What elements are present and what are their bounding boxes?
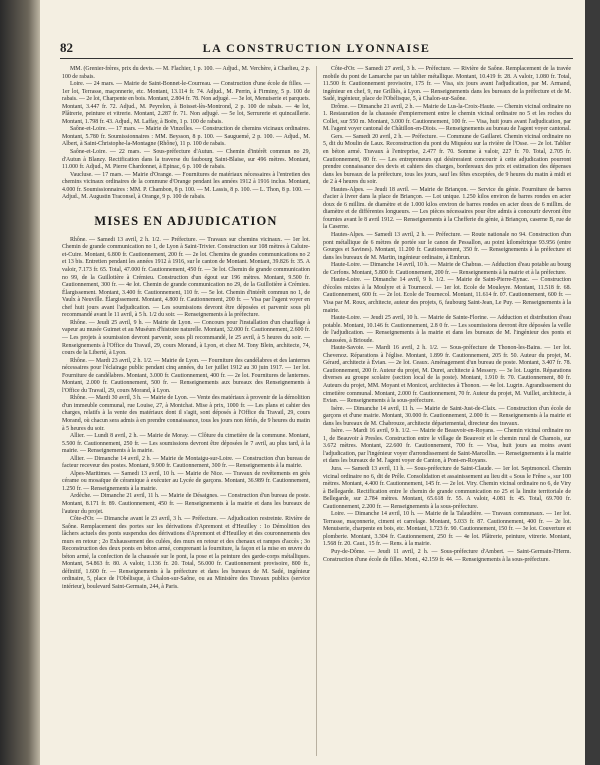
entry: Loire. — Dimanche 14 avril, 10 h. — Mairie de la Talaudière. — Travaux communaux. — 1er lot. Terrasse, maçonnerie, ciment et carrelage. Montant, 5.033 fr. 87. Cautionnement, 400 fr. — 2e lot. Menuiserie, charpente en bois, etc. Montant, 1.723 fr. 90. Cautionnement, 150 fr. — 3e lot. Couverture et plomberie. Montant, 3.304 fr. Cautionnement, 250 fr. — 4e lot. Plâtrerie, peinture, vitrerie. Montant, 1.568 fr. 20. Caut., 15 fr. — Rens. à la mairie. — [323, 511, 572, 548]
left-main-entries — [62, 237, 310, 592]
entry: Alpes-Maritimes. — Samedi 13 avril, 10 h. — Mairie de Nice. — Travaux de revêtements en grès cérame ou mosaïque de céramique à exécuter au Lycée de garçons. Montant, 36.989 fr. Cautionnement, 1.250 fr. — Renseignements à la mairie. — [62, 470, 310, 492]
entry: Haute-Loire. — Dimanche 14 avril, 10 h. — Mairie de Chabras. — Adduction d'eau potable au bourg de Cerfons. Montant, 5.800 fr. Cautionnement, 200 fr. — Renseignements à la mairie et à la préfecture. — [323, 262, 571, 276]
column-divider — [316, 66, 317, 756]
entry: Isère. — Dimanche 14 avril, 11 h. — Mairie de Saint-Just-de-Claix. — Construction d'un école de garçons et d'une mairie. Montant, 30.000 fr. Cautionnement, 2.000 fr. — Renseignements à la mairie et dans les bureaux de M. Chabrouze, architecte départemental, directeur des travaux. — [323, 405, 571, 427]
entry: Allier. — Dimanche 14 avril, 2 h. — Mairie de Montaigu-sur-Loire. — Construction d'un bureau de facteur receveur des postes. Montant, 9.900 fr. Cautionnement, 300 fr. — Renseignements à la mairie. — [62, 455, 310, 470]
entry: Saône-et-Loire. — 17 mars. — Mairie de Vinzelles. — Construction de chemins vicinaux ordinaires. Montant, 5.780 fr. Soumissionnaires : MM. Beysson, 8 p. 100. — Sauguemé, 2 p. 100. — Adjud., M. Albert, à Saint-Christophe-la-Montagne (Rhône), 11 p. 100 de rabais. — [62, 126, 310, 148]
entry: Isère. — Mardi 16 avril, 9 h. 1/2. — Mairie de Beauvoir-en-Royans. — Chemin vicinal ordinaire no 1, de Beauvoir à Presles. Construction entre le village de Beauvoir et le chemin rural de Chamois, sur 3.672 mètres. Montant, 22.600 fr. Cautionnement, 700 fr. — Visa, huit jours au moins avant l'adjudication, par l'ingénieur voyer d'arrondissement de Saint-Marcellin. — Renseignements à la mairie et dans les bureaux de M. l'agent voyer de Canton, à Pont-en-Royans. — [323, 428, 571, 465]
entry: Loire. — 24 mars. — Mairie de Saint-Bonnet-le-Courreau. — Construction d'une école de filles. — 1er lot, Terrasse, maçonnerie, etc. Montant, 13.114 fr. 74. Adjud., M. Perrin, à Firminy, 5 p. 100 de rabais. — 2e lot, Charpente en bois. Montant, 2.804 fr. 78. Non adjugé. — 3e lot, Menuiserie et parquets. Montant, 3.447 fr. 72. Adjud., M. Peyrelon, à Boisset-lès-Montrond, 2 p. 100 de rabais. — 4e lot, Plâtrerie, peinture et vitrerie. Montant, 2.287 fr. 71. Non adjugé. — 5e lot, Serrurerie et quincaillerie. Montant, 1.798 fr. 43. Adjud., M. Laffay, à Boën, 1 p. 100 de rabais. — [62, 81, 311, 125]
entry: Rhône. — Jeudi 25 avril, 9 h. — Mairie de Lyon. — Concours pour l'installation d'un chauffage à vapeur au musée Guimet et au Muséum d'histoire naturelle. Montant, 32.000 fr. Cautionnement, 2.600 fr. — Les projets à soumission devront parvenir, sous pli recommandé, le 25 avril, à 5 heures du soir. — Renseignements à l'Office du Travail, 29, cours Morand, à Lyon, et chez M. Tony Blein, architecte, 74, cours de la Liberté, à Lyon. — [62, 319, 310, 357]
journal-page — [40, 0, 585, 765]
entry: Gers. — Samedi 20 avril, 2 h. — Préfecture. — Commune de Gaillaret. Chemin vicinal ordinaire no 5, dit du Moulin de Laux. Reconstruction du pont du Miquéou sur la rivière de l'Osse. — 2e lot. Tablier en béton armé. Travaux à l'entreprise, 2.477 fr. 70. Somme à valoir, 227 fr. 70. Total, 2.705 fr. Cautionnement, 80 fr. — Les entrepreneurs qui désireraient concourir à cette adjudication pourront prendre connaissance des devis et cahiers des charges, bordereaux des prix et estimation des dépenses dans les bureaux de la préfecture, tous les jours, sauf les fêtes exceptées, de 9 heures du matin à midi et de 2 à 4 heures du soir. — [323, 133, 571, 186]
entry: Haute-Loire. — Jeudi 25 avril, 10 h. — Mairie de Sainte-Florine. — Adduction et distribution d'eau potable. Montant, 10.146 fr. Cautionnement, 2.8 0 fr. — Les soumissions devront être déposées la veille de l'adjudication. — Renseignements à la mairie et dans les bureaux de M. l'ingénieur des ponts et chaussées, à Brioude. — [323, 315, 571, 344]
section-title: MISES EN ADJUDICATION — [94, 213, 278, 228]
entry: Côte-d'Or. — Dimanche avant le 23 avril, 3 h. — Préfecture. — Adjudication restreinte. Rivière de Saône. Remplacement des portes sur les dérivations d'Apremont et d'Heuilley : 1o Démolition des lâchers actuels des ponts suspendus des dérivations d'Apremont et d'Heuilley et des couronnements des murs en retour ; 2o Exhaussement des culées, des murs en retour et des chenaux et rampes d'accès ; 3o Reconstruction des deux ponts en béton armé, comprenant la fourniture, la façon et la mise en œuvre du béton armé, la confection de la chaussée sur le pont, la pose et la peinture des garde-corps métalliques. Montant, 54.863 fr. 80. A valoir, 1.136 fr. 20. Total, 56.000 fr. Cautionnement provisoire, 800 fr., définitif, 1.600 fr. — Renseignements à la préfecture et dans les bureaux de M. Sadé, ingénieur ordinaire, 5, place de l'Obélisque, à Chalon-sur-Saône, ou au Ministère des Travaux publics (service intérieur), boulevard Saint-Germain, 244, à Paris. — [62, 516, 310, 590]
entry: Jura. — Samedi 13 avril, 11 h. — Sous-préfecture de Saint-Claude. — 1er lot. Septmoncel. Chemin vicinal ordinaire no 6, dit de Prêle. Consolidation et assainissement au lieu dit « Sous le Frêne », sur 100 mètres. Montant, 4.400 fr. Cautionnement, 145 fr. — 2e lot. Viry. Chemin vicinal ordinaire no 6, de Viry à Bellegarde. Rectification entre le chemin de grande communication no 25 et la limite territoriale de Bellegarde, sur 2.784 mètres. Montant, 65.618 fr. 55. A valoir, 4.081 fr. 45. Total, 69.700 fr. Cautionnement, 2.200 fr. — Renseignements à la sous-préfecture. — [323, 465, 571, 510]
page-number: 82 — [60, 40, 73, 55]
entry: Haute-Loire. — Dimanche 14 avril, 9 h. 1/2. — Mairie de Saint-Pierre-Eynac. — Construction d'écoles mixtes à la Moulyre et à Tournecol. — 1er lot. Ecole de Mouleyre. Montant, 11.518 fr. 68. Cautionnement, 600 fr. — 2e lot. Ecole de Tournecol. Montant, 11.614 fr. 07. Cautionnement, 600 fr. — Visa par M. Roux, architecte, auteur des projets, 6, faubourg Saint-Jean, Le Puy. — Renseignements à la mairie. — [323, 277, 571, 314]
entry: Saône-et-Loire. — 22 mars. — Sous-préfecture d'Autun. — Chemin d'intérêt commun no 29, d'Autun à Blanzy. Rectification dans la traverse du faubourg Saint-Blaise, sur 496 mètres. Montant, 11.000 fr. Adjud., M. Pierre Chardonnet, à Epinac, 6 p. 100 de rabais. — [62, 149, 310, 171]
entry: MM. (Grenier-frères, prix du devis. — M. Flachier, 1 p. 100. — Adjud., M. Verchère, à Charlieu, 2 p. 100 de rabais. — [62, 66, 310, 80]
book-spine-shadow — [0, 0, 40, 765]
entry: Vaucluse. — 17 mars. — Mairie d'Orange. — Fournitures de matériaux nécessaires à l'entretien des chemins vicinaux ordinaires de la commune d'Orange pendant les années 1912 à 1916 inclus. Montant, 4.000 fr. Soumissionnaires : MM. P. Chambon, 8 p. 100. — M. Lassis, 8 p. 100. — L. Thon, 8 p. 100. — Adjud., M. Augustin Traconsel, à Orange, 9 p. 100 de rabais. — [62, 171, 310, 201]
left-column — [62, 66, 310, 592]
entry: Allier. — Lundi 8 avril, 2 h. — Mairie de Moray. — Clôture du cimetière de la commune. Montant, 5.500 fr. Cautionnement, 250 fr. — Les soumissions devront être déposées le 7 avril, au plus tard, à la mairie. — Renseignements à la mairie. — [62, 433, 310, 455]
entry: Drôme. — Dimanche 21 avril, 2 h. — Mairie de Lus-la-Croix-Haute. — Chemin vicinal ordinaire no 1. Restauration de la chaussée d'empierrement entre le chemin vicinal ordinaire no 5 et les roches du Collet, sur 550 m. Montant, 3.000 fr. Cautionnement, 100 fr. — Visa, huit jours avant l'adjudication, par M. l'agent voyer cantonal de Châtillon-en-Diois. — Renseignements au bureau de l'agent voyer cantonal. — [323, 103, 571, 133]
right-column — [323, 66, 571, 564]
entry: Hautes-Alpes. — Jeudi 18 avril. — Mairie de Briançon. — Service du génie. Fourniture de barres d'acier à livrer dans la place de Briançon. — Lot unique. 1.250 kilos environ de barres rondes en acier doux de 6 millim. de diamètre et de 1.000 kilos environ de barres rondes en acier doux de 6 millim. de diamètre et de différentes longueurs. — Les pièces nécessaires pour être admis à concourir devront être fournies avant le 8 avril 1912. — Renseignements à la Chefferie du génie, à Briançon, caserne B, rue de la Caserne. — [323, 186, 571, 231]
journal-title: LA CONSTRUCTION LYONNAISE — [202, 40, 431, 55]
entry: Ardèche. — Dimanche 21 avril, 11 h. — Mairie de Désaignes. — Construction d'un bureau de poste. Montant, 8.171 fr. 89. Cautionnement, 450 fr. — Renseignements à la mairie et dans les bureaux de l'auteur du projet. — [62, 493, 310, 515]
entry: Côte-d'Or. — Samedi 27 avril, 3 h. — Préfecture. — Rivière de Saône. Remplacement de la travée mobile du pont de Lamarche par un tablier métallique. Montant, 10.419 fr. 28. A valoir, 1.080 fr. Total, 11.500 fr. Cautionnement provisoire, 175 fr. — Visa, six jours avant l'adjudication, par M. Armand, ingénieur en chef, 9, rue Grilliès, à Lyon. — Renseignements dans les bureaux de la préfecture et de M. Sadé, ingénieur, place de l'Obélisque, 5, à Chalon-sur-Saône. — [323, 66, 571, 103]
entry: Rhône. — Samedi 13 avril, 2 h. 1/2. — Préfecture. — Travaux sur chemins vicinaux. — 1er lot. Chemin de grande communication no 1, de Lyon à Saint-Trivier. Construction sur 108 mètres à Caluire-et-Cuire. Montant, 6.800 fr. Cautionnement, 200 fr. — 2e lot. Chemins de grandes communications no 2 et 13 bis. Entretien pendant les années 1912 à 1916, sur le canton de Montant. Montant, 39.826 fr. 35. A valoir, 7.173 fr. 65. Total, 47.000 fr. Cautionnement, 450 fr. — 3e lot. Chemin de grande communication no 99, de la Guillotière à Crémieu. Construction d'un égout sur 196 mètres. Montant, 9.500 fr. Cautionnement, 300 fr. — 4e lot. Chemin de grande communication no 29, de la Guillotière à Crémieu. Élargissement. Montant, 3.400 fr. Cautionnement, 110 fr. — 5e lot. Chemin d'intérêt commun no 1, de Vaulx à Neuville. Élargissement. Montant, 4.800 fr. Cautionnement, 200 fr. — Visa par l'agent voyer en chef huit jours avant l'adjudication. — Les soumissions devront être déposées et parvenir sous pli recommandé avant le 11 avril, à 5 h. 1/2 du soir. — Renseignements à la préfecture. — [62, 236, 310, 319]
entry: Hautes-Alpes. — Samedi 13 avril, 2 h. — Préfecture. — Route nationale no 94. Construction d'un pont métallique de 6 mètres de portée sur le canon de Pessallon, au point kilométrique 93.956 (entre Gourges et Savines). Montant, 11.200 fr. Cautionnement, 350 fr. — Renseignements à la préfecture et dans les bureaux de M. Martin, ingénieur ordinaire, à Embrun. — [323, 232, 571, 261]
entry: Haute-Savoie. — Mardi 16 avril, 2 h. 1/2. — Sous-préfecture de Thonon-les-Bains. — 1er lot. Chevenoz. Réparations à l'église. Montant, 1.899 fr. Cautionnement, 205 fr. 50. Auteur du projet, M. Gérard, architecte à Évian. — 2e lot. Ceaux. Aménagement d'un bureau de poste. Montant, 3.407 fr. 78. Cautionnement, 200 fr. Auteur du projet, M. Duret, architecte à Messery. — 3e lot. Lugrin. Réparations diverses au groupe scolaire (section local de la poste). Montant, 1.910 fr. 70. Cautionnement, 80 fr. Auteurs du projet, MM. Moyant et Monicot, architectes à Thonon. — 4e lot. Lugrin. Agrandissement du cimetière communal. Montant, 2.000 fr. Cautionnement, 70 fr. Auteur du projet, M. Vuillet, architecte, à Evian. — Renseignements à la sous-préfecture. — [323, 345, 571, 405]
entry: Rhône. — Mardi 23 avril, 2 h. 1/2. — Mairie de Lyon. — Fourniture des candélabres et des lanternes nécessaires pour l'éclairage public pendant cinq années, du 1er juillet 1912 au 30 juin 1917. — 1er lot. Fourniture de candélabres. Montant, 3.000 fr. Cautionnement, 400 fr. — 2e lot. Fournitures de lanternes. Montant, 2.000 fr. Cautionnement, 500 fr. — Renseignements aux bureaux des Renseignements à l'Office du Travail, 29, cours Morand, à Lyon. — [62, 357, 310, 394]
page-header — [60, 38, 573, 59]
entry: Rhône. — Mardi 30 avril, 3 h. — Mairie de Lyon. — Vente des matériaux à provenir de la démolition d'un immeuble communal, rue Louise, 27, à Montchat. Mise à prix, 1000 fr. — Les plans et cahier des charges, relatifs à la vente des matériaux dont il s'agit, sont déposés à l'Office du Travail, 29, cours Morand, où chacun sera admis à en prendre connaissance, tous les jours non fériés, de 9 heures du matin à 5 heures du soir. — [62, 395, 310, 432]
left-top-entries — [62, 66, 310, 202]
entry: Puy-de-Dôme. — Jeudi 11 avril, 2 h. — Sous-préfecture d'Ambert. — Saint-Germain-l'Herm. Construction d'une école de filles. Mont., 42.159 fr. 44. — Renseignements à la sous-préfecture. — [323, 549, 571, 563]
